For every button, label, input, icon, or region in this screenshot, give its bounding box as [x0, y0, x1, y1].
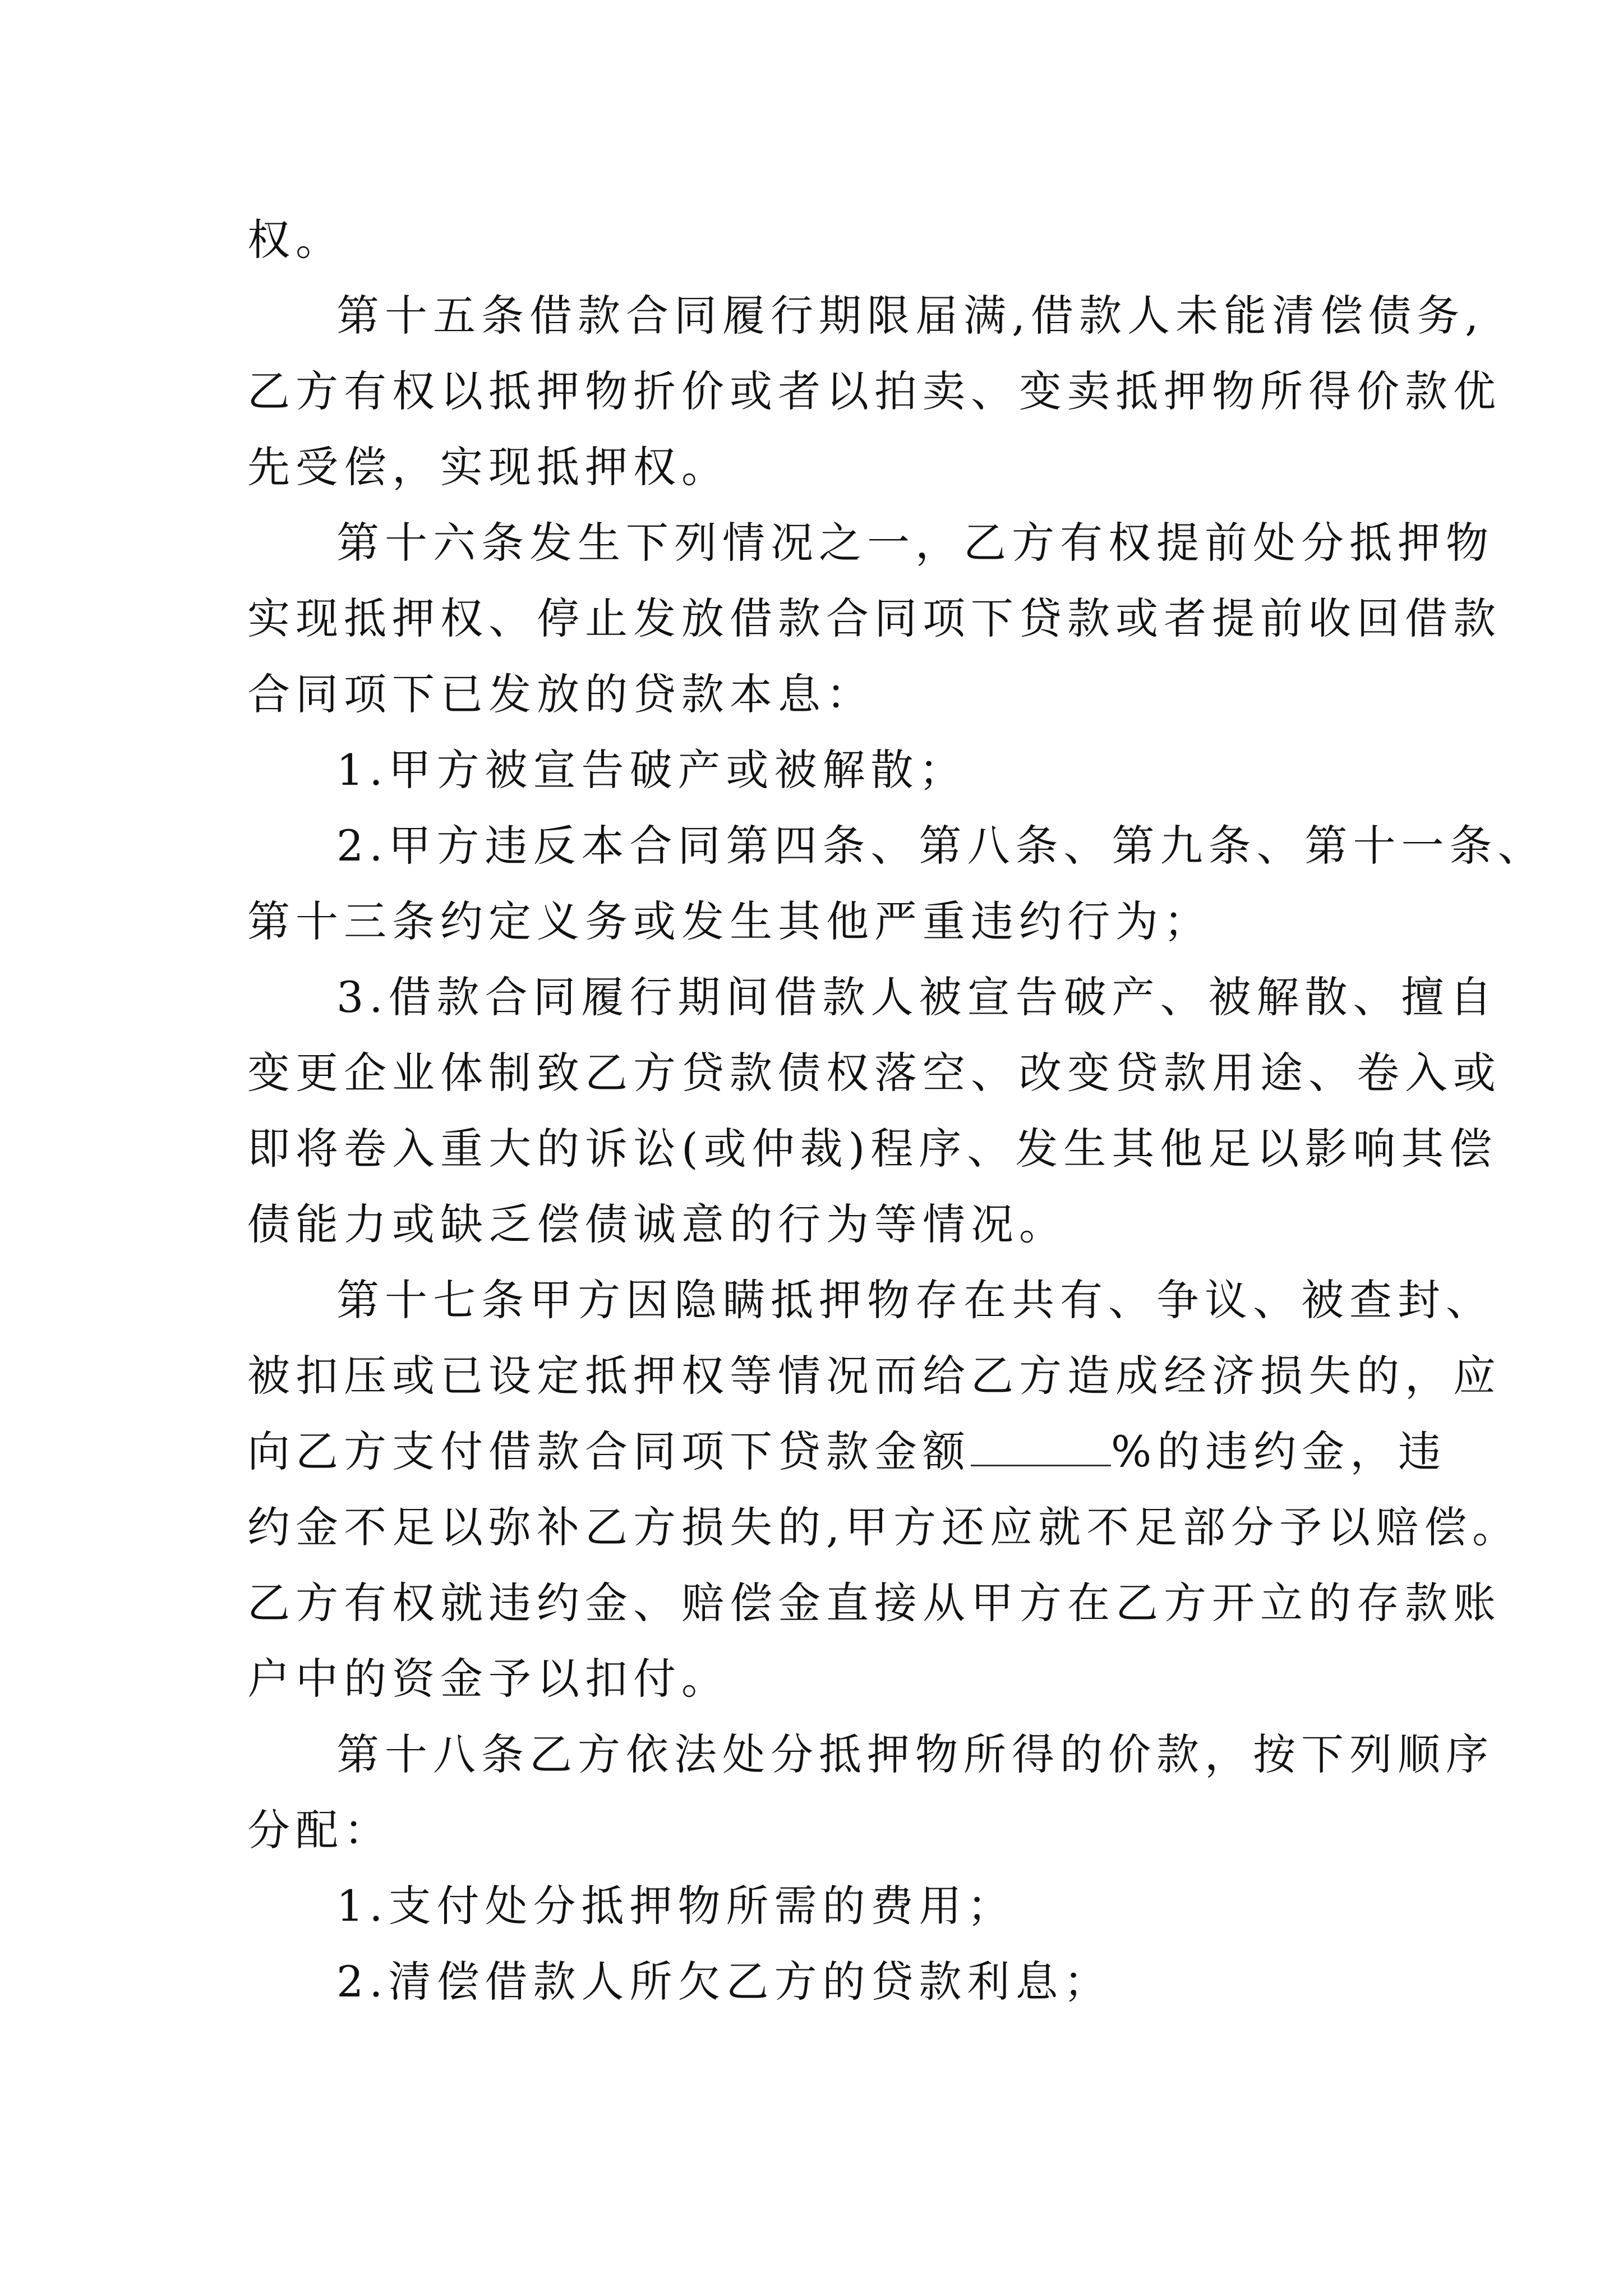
text-line: 1.支付处分抵押物所需的费用；: [336, 1881, 1016, 1931]
fill-in-blank[interactable]: [971, 1425, 1111, 1466]
text-line: 债能力或缺乏偿债诚意的行为等情况。: [247, 1199, 1067, 1249]
text-line: 1.甲方被宣告破产或被解散；: [336, 745, 967, 795]
text-line: 被扣压或已设定抵押权等情况而给乙方造成经济损失的，应: [247, 1351, 1501, 1401]
text-segment: 向乙方支付借款合同项下贷款金额: [247, 1427, 971, 1476]
text-line: 2.甲方违反本合同第四条、第八条、第九条、第十一条、: [336, 821, 1546, 871]
text-line-with-blank: [247, 1424, 1446, 1480]
text-line: 第十五条借款合同履行期限届满,借款人未能清偿债务,: [336, 291, 1484, 341]
text-line: 乙方有权就违约金、赔偿金直接从甲方在乙方开立的存款账: [247, 1578, 1501, 1628]
text-line: 乙方有权以抵押物折价或者以拍卖、变卖抵押物所得价款优: [247, 366, 1501, 416]
text-line: 第十三条约定义务或发生其他严重违约行为；: [247, 896, 1212, 946]
text-line: 第十六条发生下列情况之一，乙方有权提前处分抵押物: [336, 518, 1494, 568]
text-line: 先受偿，实现抵押权。: [247, 442, 730, 492]
text-line: 3.借款合同履行期间借款人被宣告破产、被解散、擅自: [336, 972, 1498, 1022]
text-line: 即将卷入重大的诉讼(或仲裁)程序、发生其他足以影响其偿: [247, 1124, 1498, 1174]
text-line: 第十八条乙方依法处分抵押物所得的价款，按下列顺序: [336, 1729, 1494, 1779]
text-line: 2.清偿借款人所欠乙方的贷款利息；: [336, 1957, 1112, 2007]
text-line: 约金不足以弥补乙方损失的,甲方还应就不足部分予以赔偿。: [247, 1502, 1521, 1552]
text-line: 分配：: [247, 1805, 392, 1855]
text-line: 户中的资金予以扣付。: [247, 1654, 730, 1704]
text-line: 第十七条甲方因隐瞒抵押物存在共有、争议、被查封、: [336, 1275, 1494, 1325]
text-line: 合同项下已发放的贷款本息：: [247, 669, 874, 719]
text-line: 权。: [247, 215, 344, 265]
text-line: 变更企业体制致乙方贷款债权落空、改变贷款用途、卷入或: [247, 1048, 1501, 1098]
text-line: 实现抵押权、停止发放借款合同项下贷款或者提前收回借款: [247, 593, 1501, 643]
text-segment: %的违约金，违: [1111, 1427, 1447, 1476]
